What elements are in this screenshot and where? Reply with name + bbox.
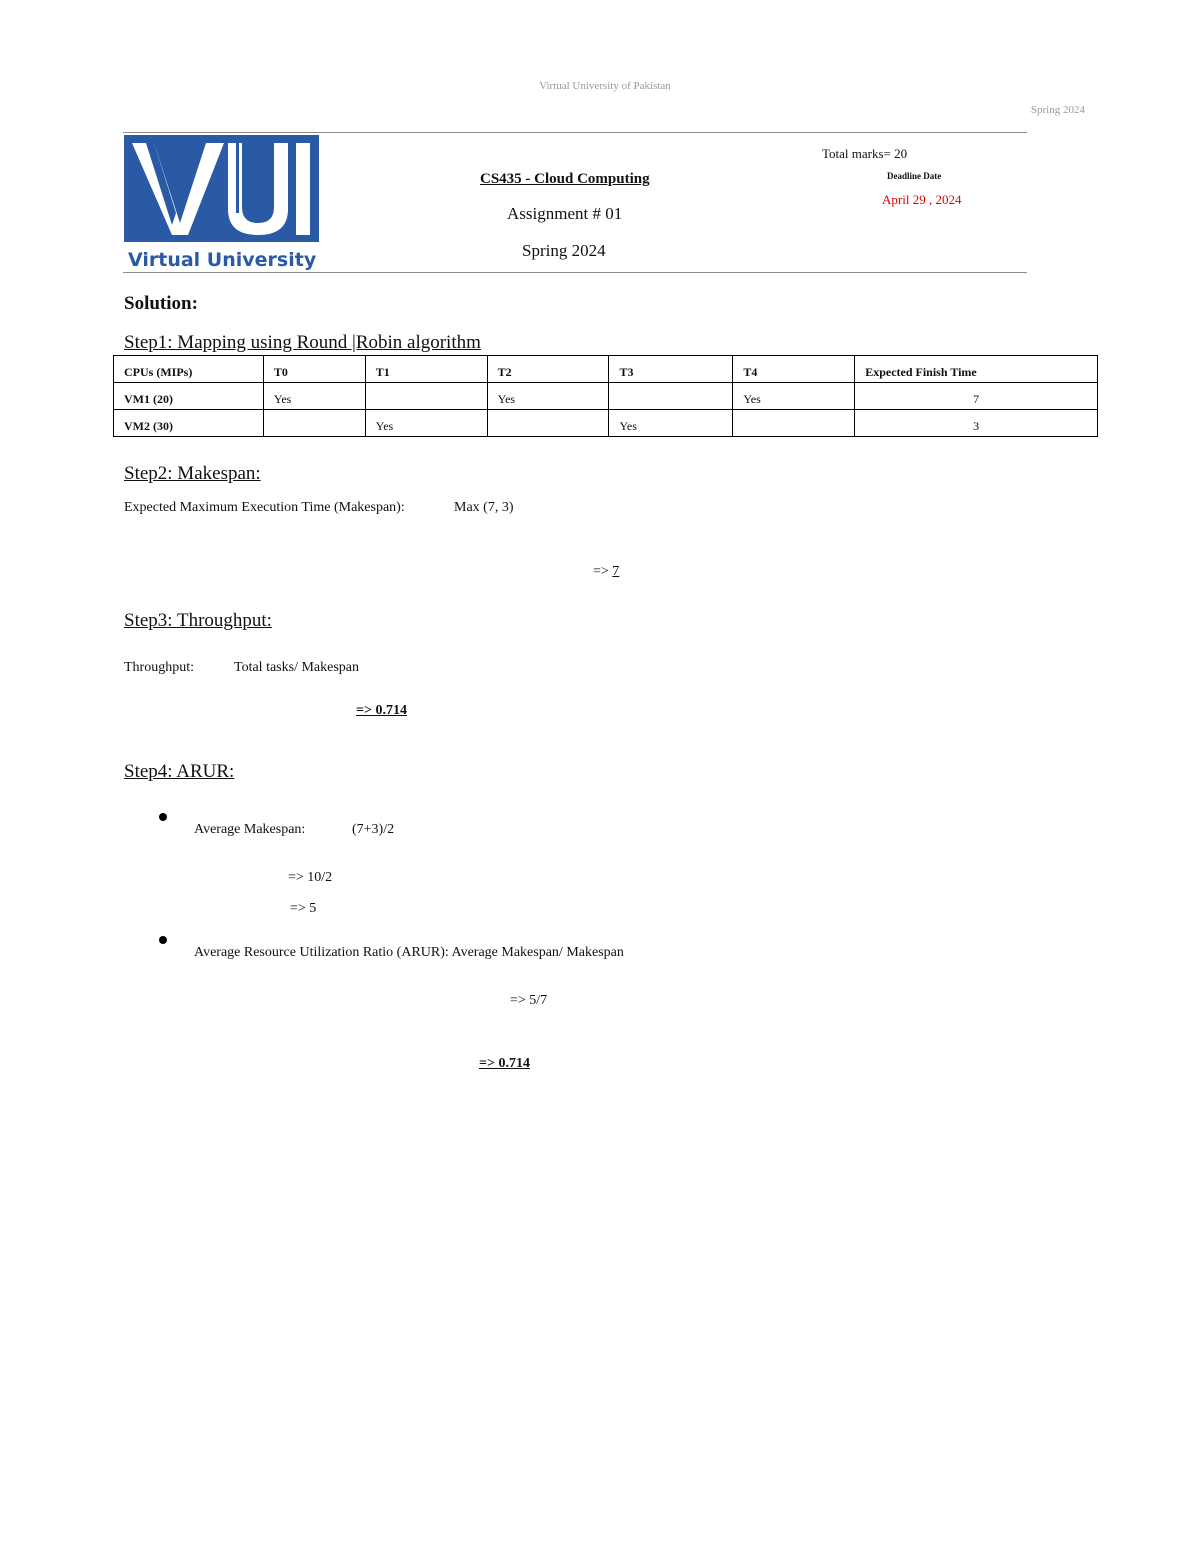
bullet-icon [159, 936, 167, 944]
table-row [114, 383, 1098, 410]
table-cell: Yes [487, 383, 609, 410]
table-cell: 3 [855, 410, 1098, 437]
header-top-divider [123, 132, 1027, 133]
logo-text: Virtual University [128, 249, 317, 271]
avg-makespan-label: Average Makespan: [194, 822, 306, 837]
table-cell: VM2 (30) [114, 410, 264, 437]
table-cell [487, 410, 609, 437]
total-marks: Total marks= 20 [822, 146, 908, 161]
step3-title: Step3: Throughput: [124, 610, 272, 631]
table-cell [609, 383, 733, 410]
table-header-cell: CPUs (MIPs) [114, 356, 264, 383]
avg-makespan-formula: (7+3)/2 [352, 822, 395, 837]
makespan-result [593, 564, 619, 580]
table-header-cell: T1 [365, 356, 487, 383]
arur-result: => 0.714 [479, 1056, 530, 1071]
table-header-cell: T3 [609, 356, 733, 383]
table-header-row [114, 356, 1098, 383]
semester-tag: Spring 2024 [1030, 104, 1085, 116]
throughput-result: => 0.714 [356, 703, 407, 718]
throughput-label: Throughput: [124, 660, 194, 675]
step1-title: Step1: Mapping using Round |Robin algorithm [124, 332, 481, 353]
table-header-cell: T2 [487, 356, 609, 383]
vu-logo-icon [124, 135, 319, 272]
table-cell: Yes [263, 383, 365, 410]
avg-makespan-step1: => 10/2 [288, 870, 333, 885]
bullet-icon [159, 813, 167, 821]
assignment-number: Assignment # 01 [507, 204, 623, 223]
table-header-cell: T4 [733, 356, 855, 383]
table-cell: Yes [365, 410, 487, 437]
term-label: Spring 2024 [522, 241, 606, 260]
arur-label: Average Resource Utilization Ratio (ARUR): Average Makespan/ Makespan [194, 945, 624, 960]
solution-title: Solution: [124, 293, 198, 314]
header-bottom-divider [123, 272, 1027, 273]
table-header-cell: T0 [263, 356, 365, 383]
header-watermark: Virtual University of Pakistan [539, 80, 671, 92]
deadline-date: April 29 , 2024 [882, 192, 962, 207]
table-cell: VM1 (20) [114, 383, 264, 410]
avg-makespan-step2: => 5 [290, 901, 317, 916]
table-cell: Yes [733, 383, 855, 410]
arur-step1: => 5/7 [510, 993, 548, 1008]
table-cell [733, 410, 855, 437]
makespan-formula: Max (7, 3) [454, 500, 514, 515]
makespan-value: 7 [612, 564, 620, 579]
deadline-label: Deadline Date [887, 171, 942, 181]
course-title: CS435 - Cloud Computing [480, 171, 650, 187]
table-cell [365, 383, 487, 410]
table-cell [263, 410, 365, 437]
step2-title: Step2: Makespan: [124, 463, 261, 484]
table-cell: 7 [855, 383, 1098, 410]
step4-title: Step4: ARUR: [124, 761, 235, 782]
makespan-arrow: => [593, 564, 609, 579]
table-row [114, 410, 1098, 437]
mapping-table [113, 355, 1098, 437]
table-cell: Yes [609, 410, 733, 437]
table-header-cell: Expected Finish Time [855, 356, 1098, 383]
makespan-label: Expected Maximum Execution Time (Makespan): [124, 500, 405, 515]
throughput-formula: Total tasks/ Makespan [234, 660, 359, 675]
